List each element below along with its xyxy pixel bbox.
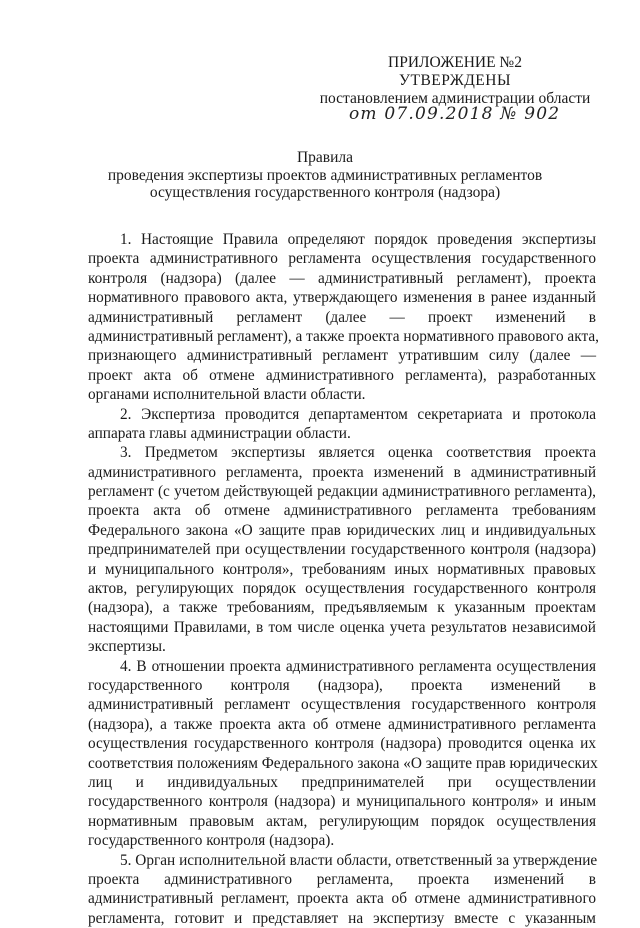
paragraph-line: регламент (с учетом действующей редакции административного регламента),: [88, 482, 596, 501]
paragraph-line: административного регламента, проекта изменений в административный: [88, 463, 596, 482]
paragraph-line: нормативным правовым актам, регулирующим порядок осуществления: [88, 812, 596, 831]
paragraph-line: Федерального закона «О защите прав юридических лиц и индивидуальных: [88, 521, 596, 540]
appendix-header: [300, 54, 610, 108]
paragraph-line: нормативного правового акта, утверждающего изменения в ранее изданный: [88, 288, 596, 307]
paragraph-line: государственного контроля (надзора), проекта изменений в: [88, 676, 596, 695]
approved-label: УТВЕРЖДЕНЫ: [300, 72, 610, 90]
paragraph-line: административный регламент, проекта акта об отмене административного: [88, 889, 596, 908]
document-body: [88, 230, 596, 928]
title-line-2: осуществления государственного контроля (надзора): [60, 184, 590, 202]
decree-line: постановлением администрации области: [300, 90, 610, 108]
handwritten-date-number: от 07.09.2018 № 902: [349, 104, 589, 124]
paragraph-line: административный регламент (далее — проект изменений в: [88, 308, 596, 327]
paragraph-line: и муниципального контроля», требованиям иных нормативных правовых: [88, 560, 596, 579]
paragraph-line: 5. Орган исполнительной власти области, ответственный за утверждение: [88, 851, 596, 870]
paragraph-line: органами исполнительной власти области.: [88, 385, 596, 404]
paragraph-line: настоящими Правилами, в том числе оценка учета результатов независимой: [88, 618, 596, 637]
paragraph-line: лиц и индивидуальных предпринимателей при осуществлении: [88, 773, 596, 792]
paragraph-line: контроля (надзора) (далее — административный регламент), проекта: [88, 269, 596, 288]
paragraph-line: 2. Экспертиза проводится департаментом секретариата и протокола: [88, 405, 596, 424]
title-line-1: проведения экспертизы проектов административных регламентов: [60, 167, 590, 185]
paragraph-line: административный регламент), а также проекта нормативного правового акта,: [88, 327, 596, 346]
paragraph-line: проекта акта об отмене административного регламента требованиям: [88, 501, 596, 520]
paragraph-line: предпринимателей при осуществлении государственного контроля (надзора): [88, 540, 596, 559]
paragraph-line: проект акта об отмене административного регламента), разработанных: [88, 366, 596, 385]
paragraph-line: 4. В отношении проекта административного регламента осуществления: [88, 657, 596, 676]
paragraph-line: (надзора), а также проекта акта об отмене административного регламента: [88, 715, 596, 734]
title-heading: Правила: [60, 149, 590, 167]
paragraph-2: [88, 405, 596, 444]
paragraph-line: проекта административного регламента, проекта изменений в: [88, 870, 596, 889]
document-title: [60, 149, 590, 202]
paragraph-line: государственного контроля (надзора).: [88, 831, 596, 850]
paragraph-line: аппарата главы администрации области.: [88, 424, 596, 443]
paragraph-line: 3. Предметом экспертизы является оценка соответствия проекта: [88, 443, 596, 462]
paragraph-line: государственного контроля (надзора) и муниципального контроля» и иным: [88, 792, 596, 811]
paragraph-1: [88, 230, 596, 405]
paragraph-line: соответствия положениям Федерального закона «О защите прав юридических: [88, 754, 596, 773]
paragraph-line: экспертизы.: [88, 637, 596, 656]
paragraph-3: [88, 443, 596, 656]
paragraph-line: административный регламент осуществления государственного контроля: [88, 695, 596, 714]
paragraph-line: (надзора), а также требованиям, предъявляемым к указанным проектам: [88, 598, 596, 617]
paragraph-4: [88, 657, 596, 851]
paragraph-line: регламента, готовит и представляет на экспертизу вместе с указанным: [88, 909, 596, 928]
paragraph-line: актов, регулирующих порядок осуществления государственного контроля: [88, 579, 596, 598]
appendix-number: ПРИЛОЖЕНИЕ №2: [300, 54, 610, 72]
paragraph-5: [88, 851, 596, 928]
paragraph-line: осуществления государственного контроля (надзора) проводится оценка их: [88, 734, 596, 753]
paragraph-line: признающего административный регламент утратившим силу (далее —: [88, 346, 596, 365]
paragraph-line: проекта административного регламента осуществления государственного: [88, 249, 596, 268]
paragraph-line: 1. Настоящие Правила определяют порядок проведения экспертизы: [88, 230, 596, 249]
